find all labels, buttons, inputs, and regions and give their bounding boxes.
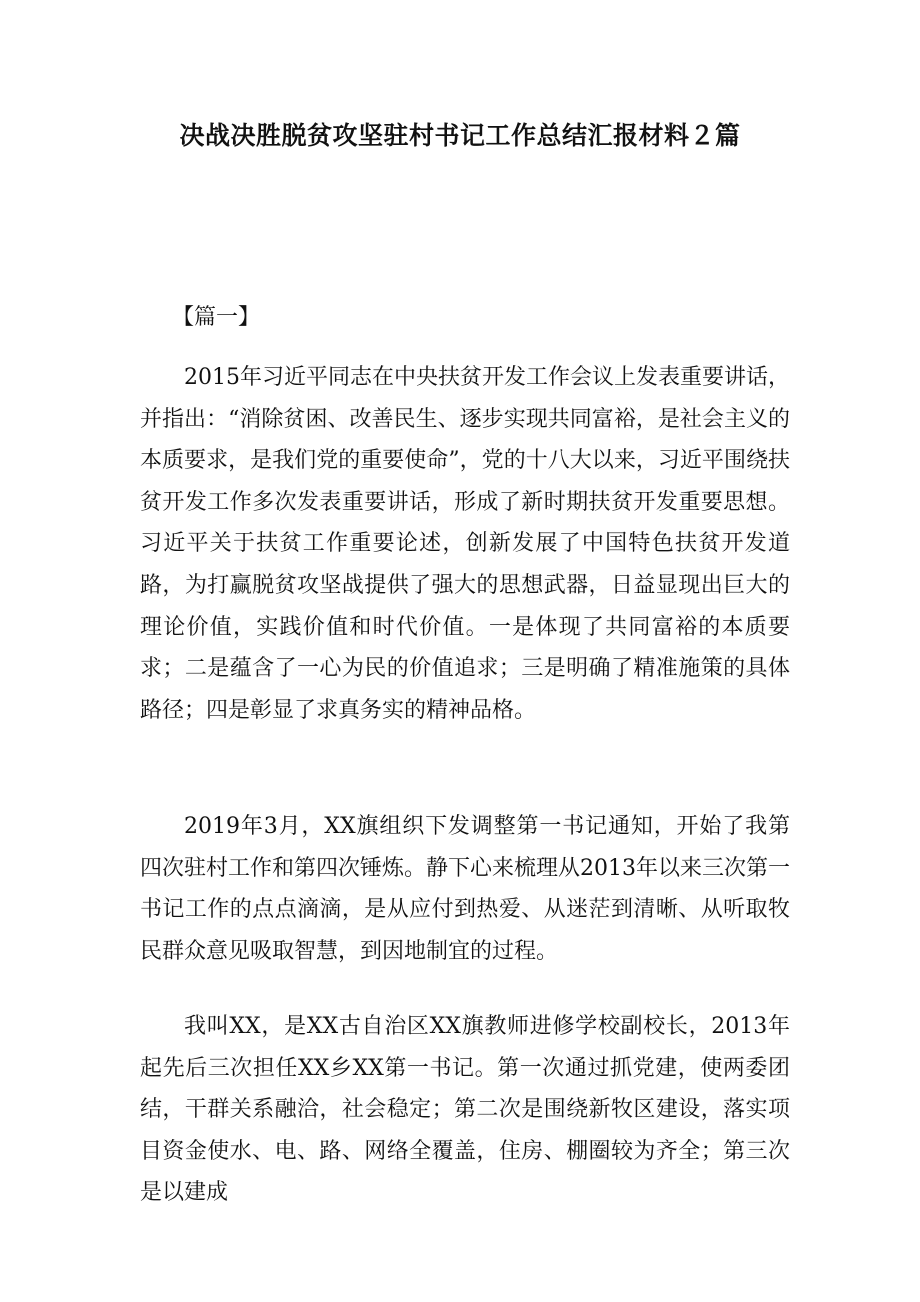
paragraph-2: 2019年3月，XX旗组织下发调整第一书记通知，开始了我第四次驻村工作和第四次锤炼。静下心来梳理从2013年以来三次第一书记工作的点点滴滴，是从应付到热爱、从迷茫到清晰、从听取牧民群众意见吸取智慧，到因地制宜的过程。 [140,814,790,964]
paragraph-3: 我叫XX，是XX古自治区XX旗教师进修学校副校长，2013年起先后三次担任XX乡XX第一书记。第一次通过抓党建，使两委团结，干群关系融洽，社会稳定；第二次是围绕新牧区建设，落实项目资金使水、电、路、网络全覆盖，住房、棚圈较为齐全；第三次是以建成 [140,1014,790,1206]
document-title: 决战决胜脱贫攻坚驻村书记工作总结汇报材料２篇 [179,121,741,150]
section-heading: 【篇一】 [172,305,261,330]
paragraph-1: 2015年习近平同志在中央扶贫开发工作会议上发表重要讲话，并指出：“消除贫困、改善民生、逐步实现共同富裕，是社会主义的本质要求，是我们党的重要使命”，党的十八大以来，习近平围绕扶贫开发工作多次发表重要讲话，形成了新时期扶贫开发重要思想。习近平关于扶贫工作重要论述，创新发展了中国特色扶贫开发道路，为打赢脱贫攻坚战提供了强大的思想武器，日益显现出巨大的理论价值，实践价值和时代价值。一是体现了共同富裕的本质要求；二是蕴含了一心为民的价值追求；三是明确了精准施策的具体路径；四是彰显了求真务实的精神品格。 [140,365,790,723]
